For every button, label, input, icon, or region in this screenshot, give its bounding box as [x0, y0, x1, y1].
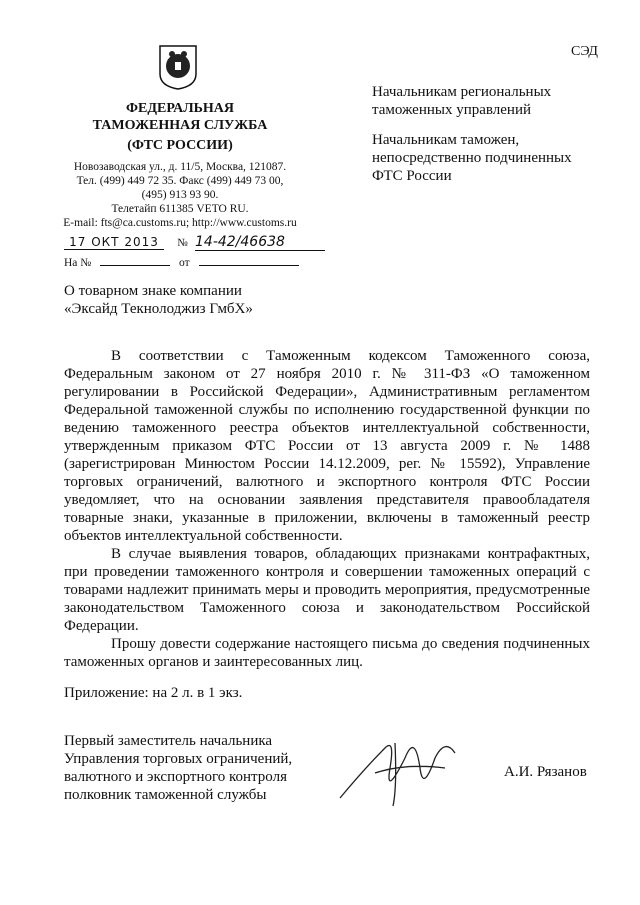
address-line: (495) 913 93 90. — [141, 189, 219, 201]
signer-title — [64, 732, 324, 804]
address-line: Тел. (499) 449 72 35. Факс (499) 449 73 00, — [76, 175, 284, 187]
subject-line: «Эксайд Текнолоджиз ГмбХ» — [64, 301, 253, 317]
document-number: 14-42/46638 — [195, 234, 325, 251]
reference-line — [64, 257, 330, 269]
sender-block — [40, 100, 330, 269]
ref-from-label: от — [179, 257, 190, 269]
letter-body — [64, 347, 590, 671]
signer-line: валютного и экспортного контроля — [64, 769, 287, 785]
signer-line: Первый заместитель начальника — [64, 733, 273, 749]
ref-date-blank — [199, 265, 299, 266]
sed-mark: СЭД — [571, 44, 598, 59]
addressee-2: Начальникам таможен, непосредственно подчиненных ФТС России — [372, 132, 572, 184]
date-number-line — [64, 234, 330, 251]
sender-organization — [40, 100, 320, 154]
number-label: № — [177, 237, 188, 249]
org-line: (ФТС РОССИИ) — [127, 138, 233, 153]
sender-address — [40, 160, 320, 230]
coat-of-arms-emblem-icon — [158, 44, 198, 90]
subject-line: О товарном знаке компании — [64, 283, 242, 299]
ref-number-blank — [100, 265, 170, 266]
ref-number-label: На № — [64, 257, 92, 269]
signer-name: А.И. Рязанов — [504, 764, 587, 780]
attachment-note: Приложение: на 2 л. в 1 экз. — [64, 685, 243, 701]
address-line: E-mail: fts@ca.customs.ru; http://www.customs.ru — [63, 217, 297, 229]
address-line: Телетайп 611385 VETO RU. — [111, 203, 249, 215]
org-line: ТАМОЖЕННАЯ СЛУЖБА — [92, 118, 268, 133]
org-line: ФЕДЕРАЛЬНАЯ — [125, 101, 234, 116]
document-date: 17 ОКТ 2013 — [64, 235, 164, 250]
addressee-1: Начальникам региональных таможенных управлений — [372, 84, 552, 118]
handwritten-signature — [335, 728, 465, 808]
signer-line: полковник таможенной службы — [64, 787, 267, 803]
address-line: Новозаводская ул., д. 11/5, Москва, 121087. — [73, 161, 287, 173]
body-paragraph: В соответствии с Таможенным кодексом Таможенного союза, Федеральным законом от 27 ноября 2010 г. № 311-ФЗ «О таможенном регулировании в Российской Федерации», Административным регламентом Федеральной таможенной службы по исполнению государственной функции по ведению таможенного реестра объектов интеллектуальной собственности, утвержденным приказом ФТС России от 13 августа 2009 г. № 1488 (зарегистрирован Минюстом России 14.12.2009, рег. № 15592), Управление торговых ограничений, валютного и экспортного контроля ФТС России уведомляет, что на основании заявления представителя правообладателя товарные знаки, указанные в приложении, включены в таможенный реестр объектов интеллектуальной собственности. — [64, 348, 590, 544]
letter-content — [64, 282, 590, 804]
body-paragraph: В случае выявления товаров, обладающих признаками контрафактных, при проведении таможенного контроля и совершении таможенных операций с товарами надлежит принимать меры и проводить мероприятия, предусмотренные законодательством Таможенного союза и законодательством Российской Федерации. — [64, 546, 590, 634]
body-paragraph: Прошу довести содержание настоящего письма до сведения подчиненных таможенных органов и заинтересованных лиц. — [64, 636, 590, 670]
subject — [64, 282, 590, 318]
signer-line: Управления торговых ограничений, — [64, 751, 293, 767]
